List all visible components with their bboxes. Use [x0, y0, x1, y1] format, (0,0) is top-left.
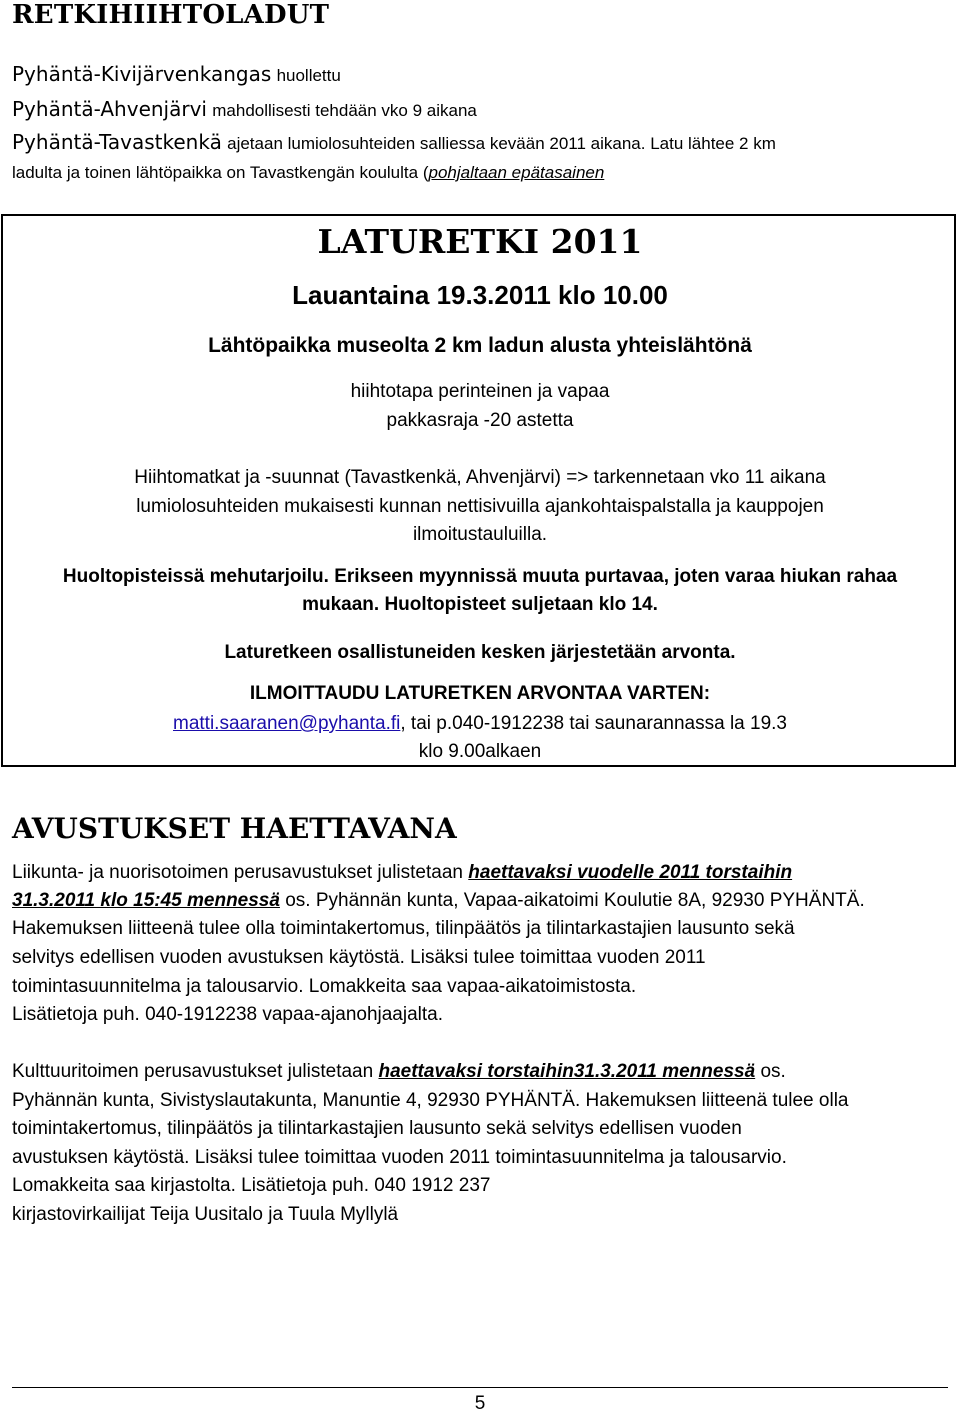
event-start-location: Lähtöpaikka museolta 2 km ladun alusta yhteislähtönä [208, 334, 752, 357]
grant-paragraph-line: Lisätietoja puh. 040-1912238 vapaa-ajanohjaajalta. [12, 1004, 444, 1025]
grant-paragraph-line: Hakemuksen liitteenä tulee olla toimintakertomus, tilinpäätös ja tilintarkastajien lausunto sekä [12, 918, 795, 939]
trail-note: ajetaan lumiolosuhteiden salliessa kevään 2011 aikana. Latu lähtee 2 km [227, 134, 776, 153]
trail-item [12, 62, 341, 87]
trail-note: mahdollisesti tehdään vko 9 aikana [212, 101, 477, 120]
register-title: ILMOITTAUDU LATURETKEN ARVONTAA VARTEN: [249, 683, 711, 704]
event-info-line: Hiihtomatkat ja -suunnat (Tavastkenkä, Ahvenjärvi) => tarkennetaan vko 11 aikana [134, 467, 826, 488]
grant-paragraph-line: toimintakertomus, tilinpäätös ja tilintarkastajien lausunto sekä selvitys edellisen vuoden [12, 1118, 742, 1139]
trail-name: Pyhäntä-Kivijärvenkangas [12, 62, 272, 86]
trail-name: Pyhäntä-Ahvenjärvi [12, 97, 207, 121]
trail-condition-note: pohjaltaan epätasainen [428, 163, 605, 182]
trail-item [12, 130, 776, 155]
grant-paragraph-line: 31.3.2011 klo 15:45 mennessä os. Pyhännän kunta, Vapaa-aikatoimi Koulutie 8A, 92930 PYHÄNTÄ. [12, 890, 865, 911]
deadline-text: haettavaksi torstaihin31.3.2011 mennessä [378, 1061, 756, 1082]
register-contact: matti.saaranen@pyhanta.fi, tai p.040-1912238 tai saunarannassa la 19.3 [173, 713, 787, 734]
event-info-line: lumiolosuhteiden mukaisesti kunnan nettisivuilla ajankohtaispalstalla ja kauppojen [136, 496, 824, 517]
email-link[interactable]: matti.saaranen@pyhanta.fi [173, 713, 401, 734]
grant-paragraph-line: Lomakkeita saa kirjastolta. Lisätietoja puh. 040 1912 237 [12, 1175, 491, 1196]
grant-paragraph-line: Kulttuuritoimen perusavustukset julistetaan haettavaksi torstaihin31.3.2011 mennessä os. [12, 1061, 786, 1082]
section-title-avustukset: AVUSTUKSET HAETTAVANA [12, 812, 457, 845]
deadline-text: haettavaksi vuodelle 2011 torstaihin [468, 862, 793, 883]
grant-paragraph-line: selvitys edellisen vuoden avustuksen käytöstä. Lisäksi tulee toimittaa vuoden 2011 [12, 947, 706, 968]
trail-description: ladulta ja toinen lähtöpaikka on Tavastkengän koululta (pohjaltaan epätasainen [12, 163, 605, 182]
trail-item [12, 97, 477, 122]
event-service-line: mukaan. Huoltopisteet suljetaan klo 14. [302, 594, 658, 615]
event-ski-style: hiihtotapa perinteinen ja vapaa [350, 381, 610, 402]
footer-divider [12, 1387, 948, 1388]
grant-paragraph-line: kirjastovirkailijat Teija Uusitalo ja Tuula Myllylä [12, 1204, 399, 1225]
deadline-text: 31.3.2011 klo 15:45 mennessä [12, 890, 280, 911]
grant-paragraph-line: avustuksen käytöstä. Lisäksi tulee toimittaa vuoden 2011 toimintasuunnitelma ja talousarvio. [12, 1147, 787, 1168]
event-title: LATURETKI 2011 [317, 222, 643, 261]
event-info-line: ilmoitustauluilla. [412, 524, 548, 545]
event-frost-limit: pakkasraja -20 astetta [386, 410, 574, 431]
grant-paragraph-line: toimintasuunnitelma ja talousarvio. Lomakkeita saa vapaa-aikatoimistosta. [12, 976, 637, 997]
event-raffle: Laturetkeen osallistuneiden kesken järjestetään arvonta. [224, 642, 736, 663]
event-service-line: Huoltopisteissä mehutarjoilu. Erikseen myynnissä muuta purtavaa, joten varaa hiukan rahaa [62, 566, 898, 587]
trail-name: Pyhäntä-Tavastkenkä [12, 130, 222, 154]
grant-paragraph-line: Pyhännän kunta, Sivistyslautakunta, Manuntie 4, 92930 PYHÄNTÄ. Hakemuksen liitteenä tulee olla [12, 1090, 849, 1111]
grant-paragraph-line: Liikunta- ja nuorisotoimen perusavustukset julistetaan haettavaksi vuodelle 2011 torstaihin [12, 862, 793, 883]
event-date: Lauantaina 19.3.2011 klo 10.00 [292, 280, 668, 310]
trail-note: huollettu [276, 66, 341, 85]
register-time: klo 9.00alkaen [418, 741, 542, 762]
page-number: 5 [474, 1393, 486, 1414]
section-title-retkihiihtoladut: RETKIHIIHTOLADUT [12, 0, 330, 30]
